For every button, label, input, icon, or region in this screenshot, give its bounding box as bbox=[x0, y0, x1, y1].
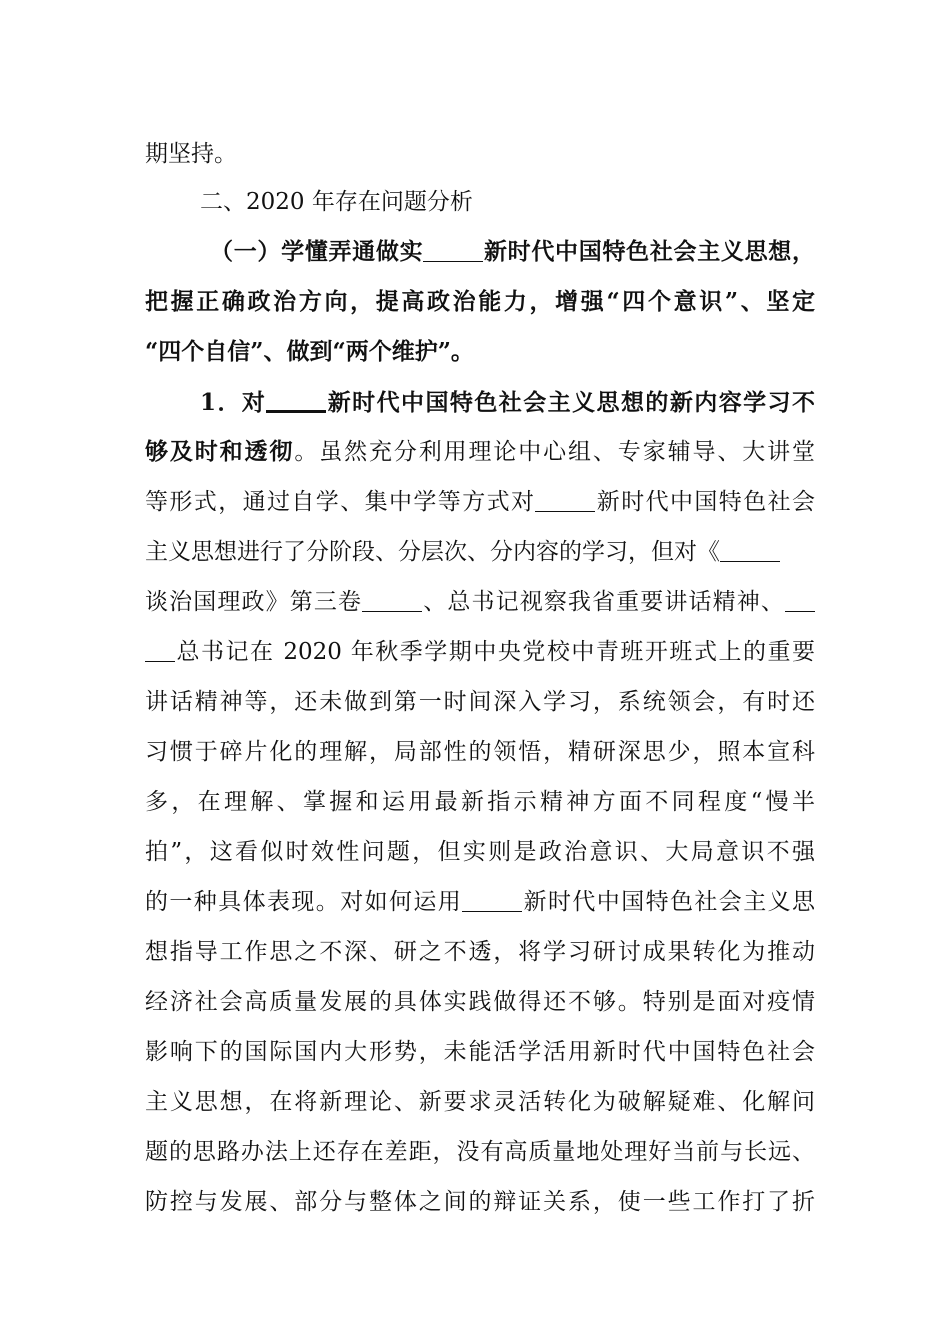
text-line bbox=[145, 886, 815, 918]
text-line bbox=[145, 986, 815, 1018]
text-segment: 把握正确政治方向，提高政治能力，增强“四个意识”、坚定 bbox=[145, 288, 815, 315]
blank-underline bbox=[362, 587, 422, 612]
text-segment: 防控与发展、部分与整体之间的辩证关系，使一些工作打了折 bbox=[145, 1189, 815, 1215]
text-segment: 主义思想进行了分阶段、分层次、分内容的学习，但对《 bbox=[145, 539, 720, 565]
text-line bbox=[145, 1136, 815, 1168]
text-segment: 。虽然充分利用理论中心组、专家辅导、大讲堂 bbox=[294, 439, 816, 465]
text-line bbox=[145, 138, 815, 170]
text-line bbox=[200, 386, 815, 419]
text-segment: 等形式，通过自学、集中学等方式对 bbox=[145, 489, 536, 515]
text-line bbox=[145, 1186, 815, 1218]
text-segment: 1．对 bbox=[200, 389, 267, 416]
text-line bbox=[145, 536, 815, 568]
text-line bbox=[145, 686, 815, 718]
blank-underline bbox=[535, 487, 595, 512]
text-segment: （一）学懂弄通做实 bbox=[210, 238, 424, 265]
text-segment: 的一种具体表现。对如何运用 bbox=[145, 889, 463, 915]
text-segment: 新时代中国特色社会主义思想的新内容学习不 bbox=[326, 389, 815, 416]
text-segment: 影响下的国际国内大形势，未能活学活用新时代中国特色社会 bbox=[145, 1039, 815, 1065]
text-segment: 经济社会高质量发展的具体实践做得还不够。特别是面对疫情 bbox=[145, 989, 815, 1015]
text-line bbox=[200, 186, 815, 218]
text-segment: 多，在理解、掌握和运用最新指示精神方面不同程度“慢半 bbox=[145, 789, 815, 815]
text-segment: 期坚持。 bbox=[145, 141, 237, 167]
text-line bbox=[145, 336, 815, 368]
text-segment: 、总书记视察我省重要讲话精神、 bbox=[422, 589, 786, 615]
text-segment: 新时代中国特色社会 bbox=[595, 489, 816, 515]
text-line bbox=[145, 436, 815, 468]
blank-underline bbox=[145, 637, 175, 662]
text-line bbox=[145, 636, 815, 668]
text-line bbox=[145, 486, 815, 518]
text-line bbox=[145, 786, 815, 818]
text-segment: 想指导工作思之不深、研之不透，将学习研讨成果转化为推动 bbox=[145, 939, 815, 965]
text-segment: “四个自信”、做到“两个维护”。 bbox=[145, 338, 474, 365]
blank-underline bbox=[720, 537, 780, 562]
text-segment: 讲话精神等，还未做到第一时间深入学习，系统领会，有时还 bbox=[145, 689, 815, 715]
blank-underline bbox=[423, 237, 483, 262]
text-segment: 总书记在 2020 年秋季学期中央党校中青班开班式上的重要 bbox=[175, 639, 815, 665]
text-line bbox=[210, 236, 815, 268]
text-segment: 够及时和透彻 bbox=[145, 438, 295, 465]
blank-underline bbox=[462, 887, 522, 912]
text-segment: 谈治国理政》第三卷 bbox=[145, 589, 363, 615]
text-segment: 拍”，这看似时效性问题，但实则是政治意识、大局意识不强 bbox=[145, 839, 815, 865]
text-line bbox=[145, 586, 815, 618]
text-segment: 题的思路办法上还存在差距，没有高质量地处理好当前与长远、 bbox=[145, 1139, 815, 1165]
text-segment: 习惯于碎片化的理解，局部性的领悟，精研深思少，照本宣科 bbox=[145, 739, 815, 765]
text-segment: 新时代中国特色社会主义思想， bbox=[483, 238, 816, 265]
blank-underline bbox=[785, 587, 815, 612]
text-segment: 主义思想，在将新理论、新要求灵活转化为破解疑难、化解问 bbox=[145, 1089, 815, 1115]
text-segment: 二、2020 年存在问题分析 bbox=[200, 189, 473, 215]
text-segment: 新时代中国特色社会主义思 bbox=[522, 889, 816, 915]
text-line bbox=[145, 286, 815, 318]
blank-underline bbox=[266, 386, 326, 413]
text-line bbox=[145, 836, 815, 868]
text-line bbox=[145, 1036, 815, 1068]
text-line bbox=[145, 1086, 815, 1118]
text-line bbox=[145, 736, 815, 768]
text-line bbox=[145, 936, 815, 968]
